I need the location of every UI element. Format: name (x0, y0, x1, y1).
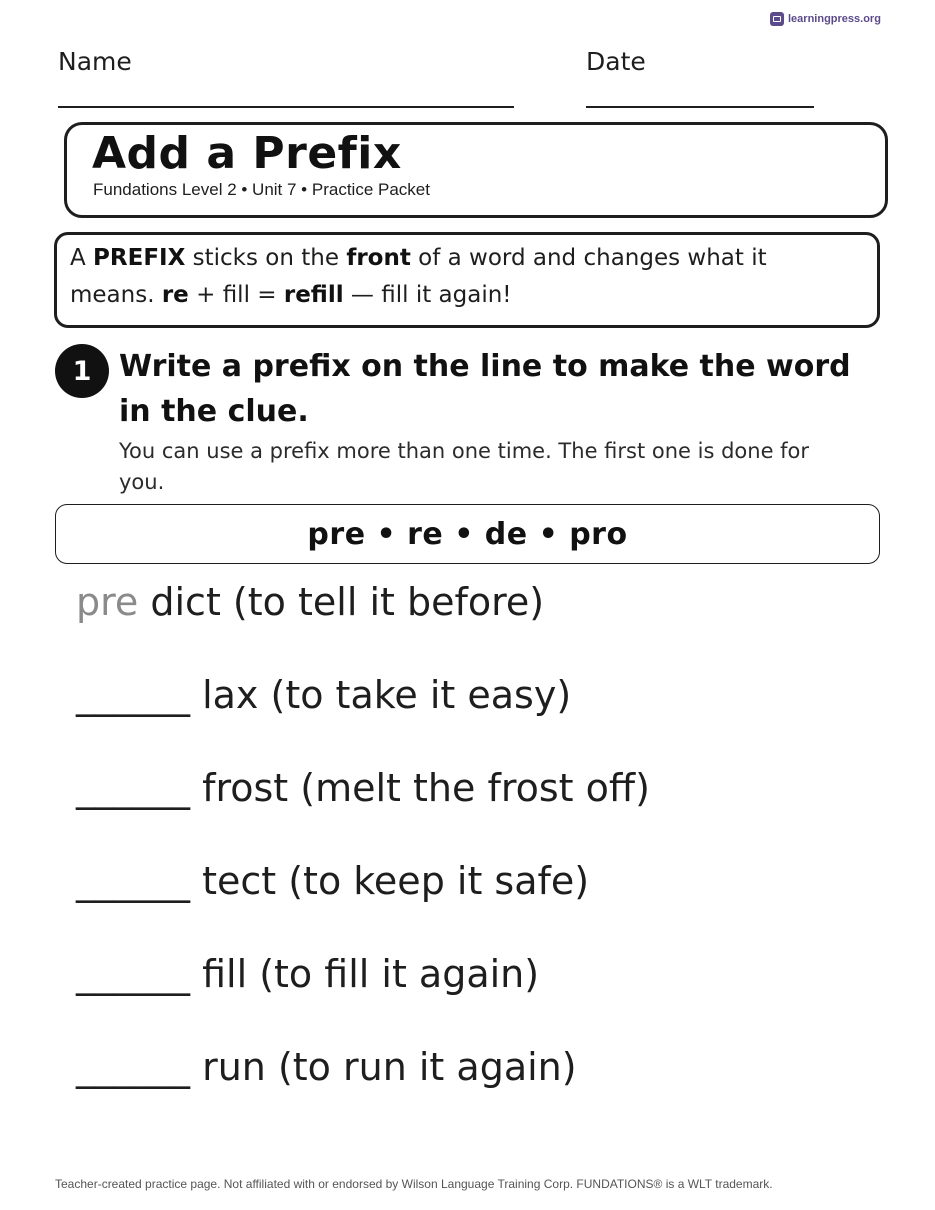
question-note-2: you. (119, 470, 165, 494)
page-title: Add a Prefix (92, 128, 402, 179)
question-line-1: Write a prefix on the line to make the word (119, 349, 851, 384)
info-text: of a word and changes what it (410, 245, 767, 271)
list-item (76, 952, 539, 996)
question-note-1: You can use a prefix more than one time. The first one is done for (119, 439, 810, 463)
answer-blank[interactable]: ______ (76, 673, 190, 717)
info-text: — fill it again! (343, 282, 512, 308)
brand-text: learningpress.org (788, 13, 881, 25)
info-text: A (70, 245, 94, 271)
item-clue: run (to run it again) (190, 1045, 577, 1089)
item-clue: tect (to keep it safe) (190, 859, 590, 903)
list-item (76, 859, 589, 903)
info-bold: re (161, 282, 189, 308)
list-item-example (76, 580, 544, 624)
info-line-2 (70, 282, 512, 308)
item-clue: fill (to fill it again) (190, 952, 540, 996)
example-prefix: pre (76, 580, 139, 624)
question-line-2: in the clue. (119, 394, 309, 429)
info-bold: PREFIX (93, 245, 186, 271)
footer-disclaimer: Teacher-created practice page. Not affiliated with or endorsed by Wilson Language Training Corp. FUNDATIONS® is a WLT trademark. (55, 1177, 773, 1191)
question-number-badge: 1 (55, 344, 109, 398)
book-icon (770, 12, 784, 26)
info-line-1 (70, 245, 767, 271)
info-bold: front (346, 245, 411, 271)
info-text: sticks on the (185, 245, 347, 271)
list-item (76, 1045, 577, 1089)
word-bank (55, 504, 880, 564)
date-label: Date (586, 47, 646, 76)
info-text: + fill = (188, 282, 284, 308)
name-line[interactable] (58, 106, 514, 108)
answer-blank[interactable]: ______ (76, 1045, 190, 1089)
item-clue: frost (melt the frost off) (190, 766, 650, 810)
answer-blank[interactable]: ______ (76, 952, 190, 996)
word-bank-text: pre • re • de • pro (307, 516, 628, 552)
info-bold: refill (283, 282, 344, 308)
page-subtitle: Fundations Level 2 • Unit 7 • Practice Packet (93, 180, 430, 199)
list-item (76, 673, 571, 717)
answer-blank[interactable]: ______ (76, 859, 190, 903)
info-text: means. (70, 282, 162, 308)
item-clue: lax (to take it easy) (190, 673, 572, 717)
list-item (76, 766, 650, 810)
answer-blank[interactable]: ______ (76, 766, 190, 810)
name-label: Name (58, 47, 132, 76)
brand[interactable] (770, 12, 881, 26)
item-clue: dict (to tell it before) (138, 580, 545, 624)
date-line[interactable] (586, 106, 814, 108)
